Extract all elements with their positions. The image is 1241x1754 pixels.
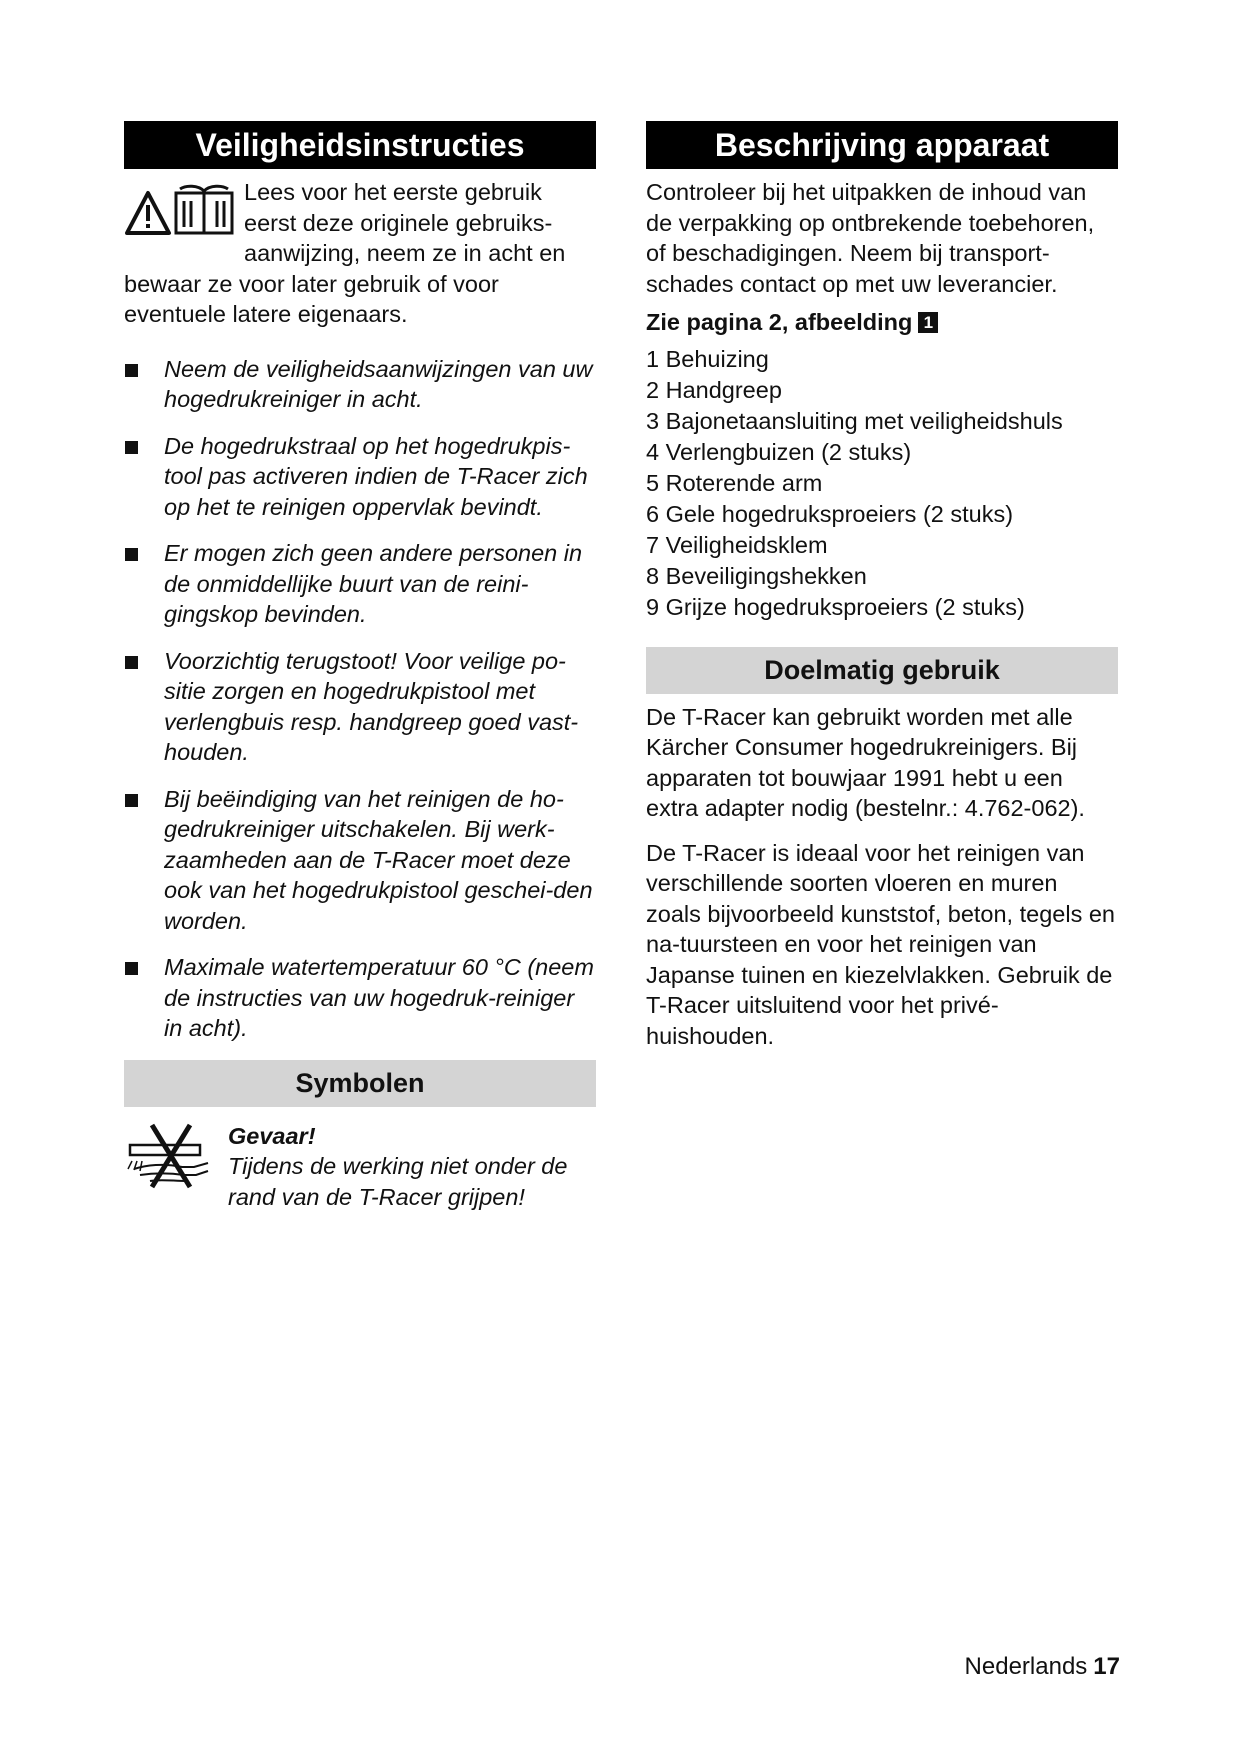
figure-reference-text: Zie pagina 2, afbeelding — [646, 309, 913, 335]
intended-use-section — [646, 647, 1118, 1052]
list-item: 6 Gele hogedruksproeiers (2 stuks) — [646, 500, 1014, 527]
figure-number-badge: 1 — [918, 312, 938, 333]
symbol-row — [124, 1121, 596, 1213]
safety-bullet-list — [124, 354, 596, 1044]
danger-text: Tijdens de werking niet onder de rand van de T-Racer grijpen! — [228, 1153, 568, 1210]
list-item: De hogedrukstraal op het hogedrukpis-tool pas activeren indien de T-Racer zich op het te reinigen oppervlak bevindt. — [124, 431, 596, 523]
intended-use-paragraph-1: De T-Racer kan gebruikt worden met alle Kärcher Consumer hogedrukreinigers. Bij apparaten tot bouwjaar 1991 hebt u een extra adapter nodig (bestelnr.: 4.762-062). — [646, 703, 1085, 821]
safety-instructions-heading: Veiligheidsinstructies — [124, 121, 596, 169]
list-item: 7 Veiligheidsklem — [646, 531, 828, 558]
list-item: Neem de veiligheidsaanwijzingen van uw hogedrukreiniger in acht. — [124, 354, 596, 415]
list-item: 3 Bajonetaansluiting met veiligheidshuls — [646, 407, 1063, 434]
left-column — [124, 121, 596, 1212]
intended-use-paragraph-2: De T-Racer is ideaal voor het reinigen van verschillende soorten vloeren en muren zoals bijvoorbeeld kunststof, beton, tegels en na-tuursteen en voor het reinigen van Japanse tuinen en kiezelvlakken. Gebruik de T-Racer uitsluitend voor het privé-huishouden. — [646, 839, 1115, 1049]
safety-intro-text: Lees voor het eerste gebruik eerst deze originele gebruiks-aanwijzing, neem ze in acht en bewaar ze voor later gebruik of voor eventuele latere eigenaars. — [124, 179, 566, 327]
list-item: Er mogen zich geen andere personen in de onmiddellijke buurt van de reini-gingskop bevinden. — [124, 538, 596, 630]
no-hand-under-edge-icon — [124, 1121, 224, 1213]
page-footer — [965, 1653, 1120, 1681]
warning-icon — [127, 193, 169, 233]
intended-use-heading: Doelmatig gebruik — [646, 647, 1118, 694]
list-item: 4 Verlengbuizen (2 stuks) — [646, 438, 912, 465]
list-item: 1 Behuizing — [646, 345, 769, 372]
intro-icons — [124, 183, 236, 243]
list-item: 2 Handgreep — [646, 376, 782, 403]
danger-title: Gevaar! — [228, 1122, 316, 1149]
figure-reference — [646, 307, 1118, 338]
right-column — [646, 121, 1118, 1051]
device-description-text: Controleer bij het uitpakken de inhoud van de verpakking op ontbrekende toebehoren, of beschadigingen. Neem bij transport-schades contact op met uw leverancier. — [646, 179, 1095, 297]
list-item: Bij beëindiging van het reinigen de ho-gedrukreiniger uitschakelen. Bij werk-zaamheden aan de T-Racer moet deze ook van het hogedrukpistool geschei-den worden. — [124, 784, 596, 937]
symbols-section — [124, 1060, 596, 1213]
parts-list — [646, 344, 1118, 623]
page-number: 17 — [1093, 1653, 1120, 1680]
list-item: 8 Beveiligingshekken — [646, 562, 867, 589]
list-item: 9 Grijze hogedruksproeiers (2 stuks) — [646, 593, 1025, 620]
symbol-description — [228, 1121, 596, 1213]
device-description-heading: Beschrijving apparaat — [646, 121, 1118, 169]
manual-book-icon — [176, 186, 232, 233]
list-item: Voorzichtig terugstoot! Voor veilige po-sitie zorgen en hogedrukpistool met verlengbuis resp. handgreep goed vast-houden. — [124, 646, 596, 768]
safety-intro — [124, 177, 596, 330]
list-item: Maximale watertemperatuur 60 °C (neem de instructies van uw hogedruk-reiniger in acht). — [124, 952, 596, 1044]
footer-language: Nederlands — [964, 1653, 1088, 1680]
list-item: 5 Roterende arm — [646, 469, 823, 496]
symbols-heading: Symbolen — [124, 1060, 596, 1107]
